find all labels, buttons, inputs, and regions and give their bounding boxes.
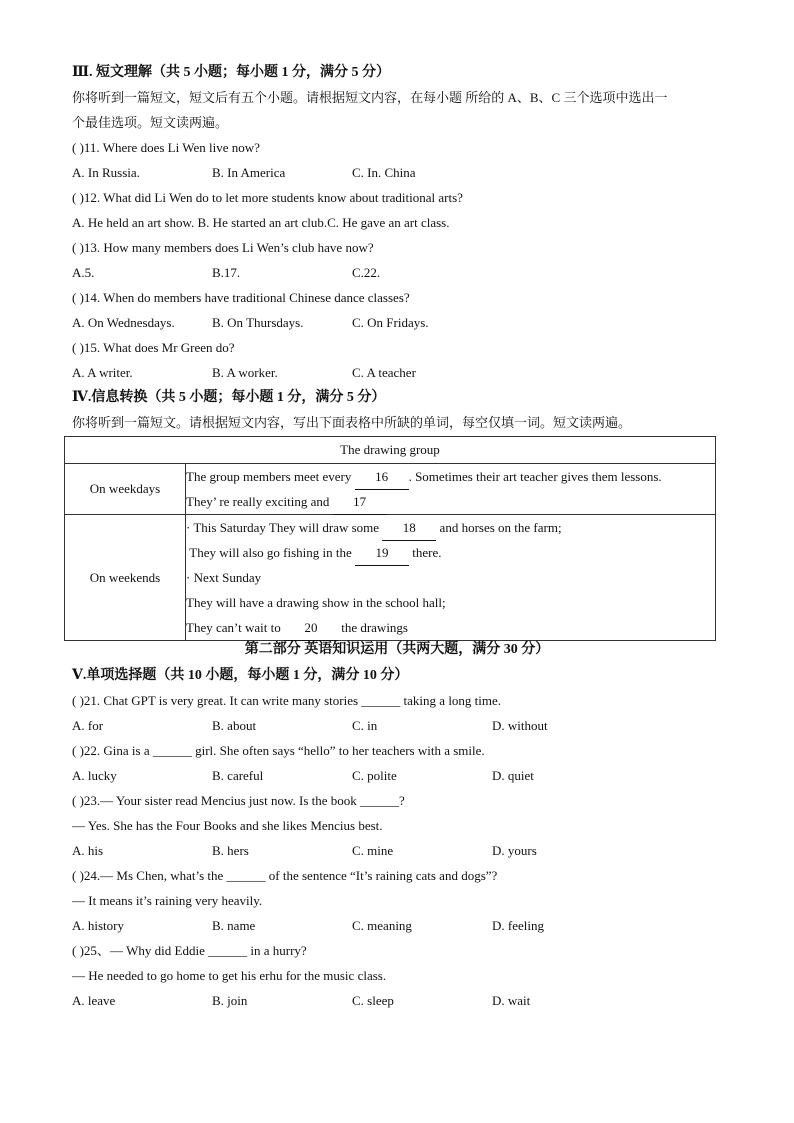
question-14: ( )14. When do members have traditional Chinese dance classes? [72, 290, 410, 305]
question-13: ( )13. How many members does Li Wen’s club have now? [72, 240, 374, 255]
option-c[interactable]: C. In. China [352, 165, 416, 180]
option-d[interactable]: D. yours [492, 843, 537, 858]
question-24: ( )24.— Ms Chen, what’s the ______ of the sentence “It’s raining cats and dogs”? [72, 868, 498, 883]
option-a[interactable]: A. history [72, 918, 124, 933]
weekdays-text-cont: . Sometimes their art teacher gives them lessons. [408, 469, 662, 484]
part-2-title: 第二部分 英语知识运用（共两大题，满分 30 分） [244, 642, 550, 657]
weekends-line-4: They will have a drawing show in the school hall; [186, 595, 446, 610]
section-3-instruction-cont: 个最佳选项。短文读两遍。 [72, 115, 229, 130]
weekdays-line-1 [186, 464, 715, 489]
table-header: The drawing group [65, 437, 716, 464]
question-21: ( )21. Chat GPT is very great. It can write many stories ______ taking a long time. [72, 693, 502, 708]
drawing-group-table [64, 436, 716, 641]
option-c[interactable]: C. polite [352, 768, 397, 783]
question-22: ( )22. Gina is a ______ girl. She often says “hello” to her teachers with a smile. [72, 743, 485, 758]
option-d[interactable]: D. without [492, 718, 548, 733]
option-a[interactable]: A. his [72, 843, 104, 858]
section-3-instruction: 你将听到一篇短文，短文后有五个小题。请根据短文内容，在每小题 所给的 A、B、C 三个选项中选出一 [72, 90, 668, 105]
option-b[interactable]: B. On Thursdays. [212, 315, 304, 330]
weekends-text-2b: there. [412, 545, 442, 560]
question-12-options[interactable]: A. He held an art show. B. He started an art club.C. He gave an art class. [72, 215, 450, 230]
option-b[interactable]: B. careful [212, 768, 264, 783]
weekdays-text-2: They’ re really exciting and [186, 494, 330, 509]
weekends-line-2 [186, 540, 715, 565]
section-4-title: Ⅳ.信息转换（共 5 小题；每小题 1 分，满分 5 分） [72, 390, 386, 405]
option-a[interactable]: A.5. [72, 265, 95, 280]
option-c[interactable]: C. in [352, 718, 378, 733]
blank-18[interactable]: 18 [382, 515, 436, 541]
blank-17[interactable]: 17 [333, 489, 387, 515]
weekends-text-5: They can’t wait to [186, 620, 281, 635]
weekdays-text: The group members meet every [186, 469, 352, 484]
question-25-reply: — He needed to go home to get his erhu for the music class. [72, 968, 387, 983]
option-c[interactable]: C. mine [352, 843, 394, 858]
section-4-instruction: 你将听到一篇短文。请根据短文内容，写出下面表格中所缺的单词，每空仅填一词。短文读两遍。 [72, 415, 632, 430]
weekends-cell [186, 515, 716, 641]
weekends-text-2: They will also go fishing in the [189, 545, 352, 560]
weekdays-line-2 [186, 489, 715, 514]
section-3-title: Ⅲ. 短文理解（共 5 小题；每小题 1 分，满分 5 分） [72, 65, 391, 80]
weekends-line-5 [186, 615, 715, 640]
option-b[interactable]: B. about [212, 718, 257, 733]
option-a[interactable]: A. On Wednesdays. [72, 315, 175, 330]
option-a[interactable]: A. In Russia. [72, 165, 140, 180]
option-b[interactable]: B. A worker. [212, 365, 278, 380]
option-c[interactable]: C. sleep [352, 993, 394, 1008]
option-c[interactable]: C. On Fridays. [352, 315, 429, 330]
question-25: ( )25、— Why did Eddie ______ in a hurry? [72, 943, 307, 958]
option-c[interactable]: C. meaning [352, 918, 412, 933]
option-a[interactable]: A. lucky [72, 768, 117, 783]
option-b[interactable]: B. name [212, 918, 256, 933]
option-a[interactable]: A. A writer. [72, 365, 133, 380]
weekends-text-1: · This Saturday They will draw some [186, 520, 380, 535]
question-23: ( )23.— Your sister read Mencius just now. Is the book ______? [72, 793, 405, 808]
weekends-text-5b: the drawings [341, 620, 408, 635]
option-c[interactable]: C. A teacher [352, 365, 416, 380]
option-c[interactable]: C.22. [352, 265, 381, 280]
weekends-label: On weekends [65, 515, 186, 641]
option-a[interactable]: A. leave [72, 993, 116, 1008]
blank-19[interactable]: 19 [355, 540, 409, 566]
weekdays-cell [186, 464, 716, 515]
option-b[interactable]: B. In America [212, 165, 286, 180]
option-b[interactable]: B. join [212, 993, 248, 1008]
weekends-line-3: · Next Sunday [186, 570, 262, 585]
question-23-reply: — Yes. She has the Four Books and she likes Mencius best. [72, 818, 383, 833]
weekends-text-1b: and horses on the farm; [439, 520, 562, 535]
option-d[interactable]: D. wait [492, 993, 531, 1008]
option-b[interactable]: B. hers [212, 843, 249, 858]
option-a[interactable]: A. for [72, 718, 104, 733]
question-24-reply: — It means it’s raining very heavily. [72, 893, 263, 908]
option-d[interactable]: D. quiet [492, 768, 534, 783]
option-b[interactable]: B.17. [212, 265, 241, 280]
question-11: ( )11. Where does Li Wen live now? [72, 140, 260, 155]
weekends-line-1 [186, 515, 715, 540]
question-12: ( )12. What did Li Wen do to let more students know about traditional arts? [72, 190, 463, 205]
blank-16[interactable]: 16 [355, 464, 409, 490]
question-15: ( )15. What does Mr Green do? [72, 340, 235, 355]
blank-20[interactable]: 20 [284, 615, 338, 641]
weekdays-label: On weekdays [65, 464, 186, 515]
section-5-title: Ⅴ.单项选择题（共 10 小题，每小题 1 分，满分 10 分） [72, 668, 409, 683]
option-d[interactable]: D. feeling [492, 918, 544, 933]
